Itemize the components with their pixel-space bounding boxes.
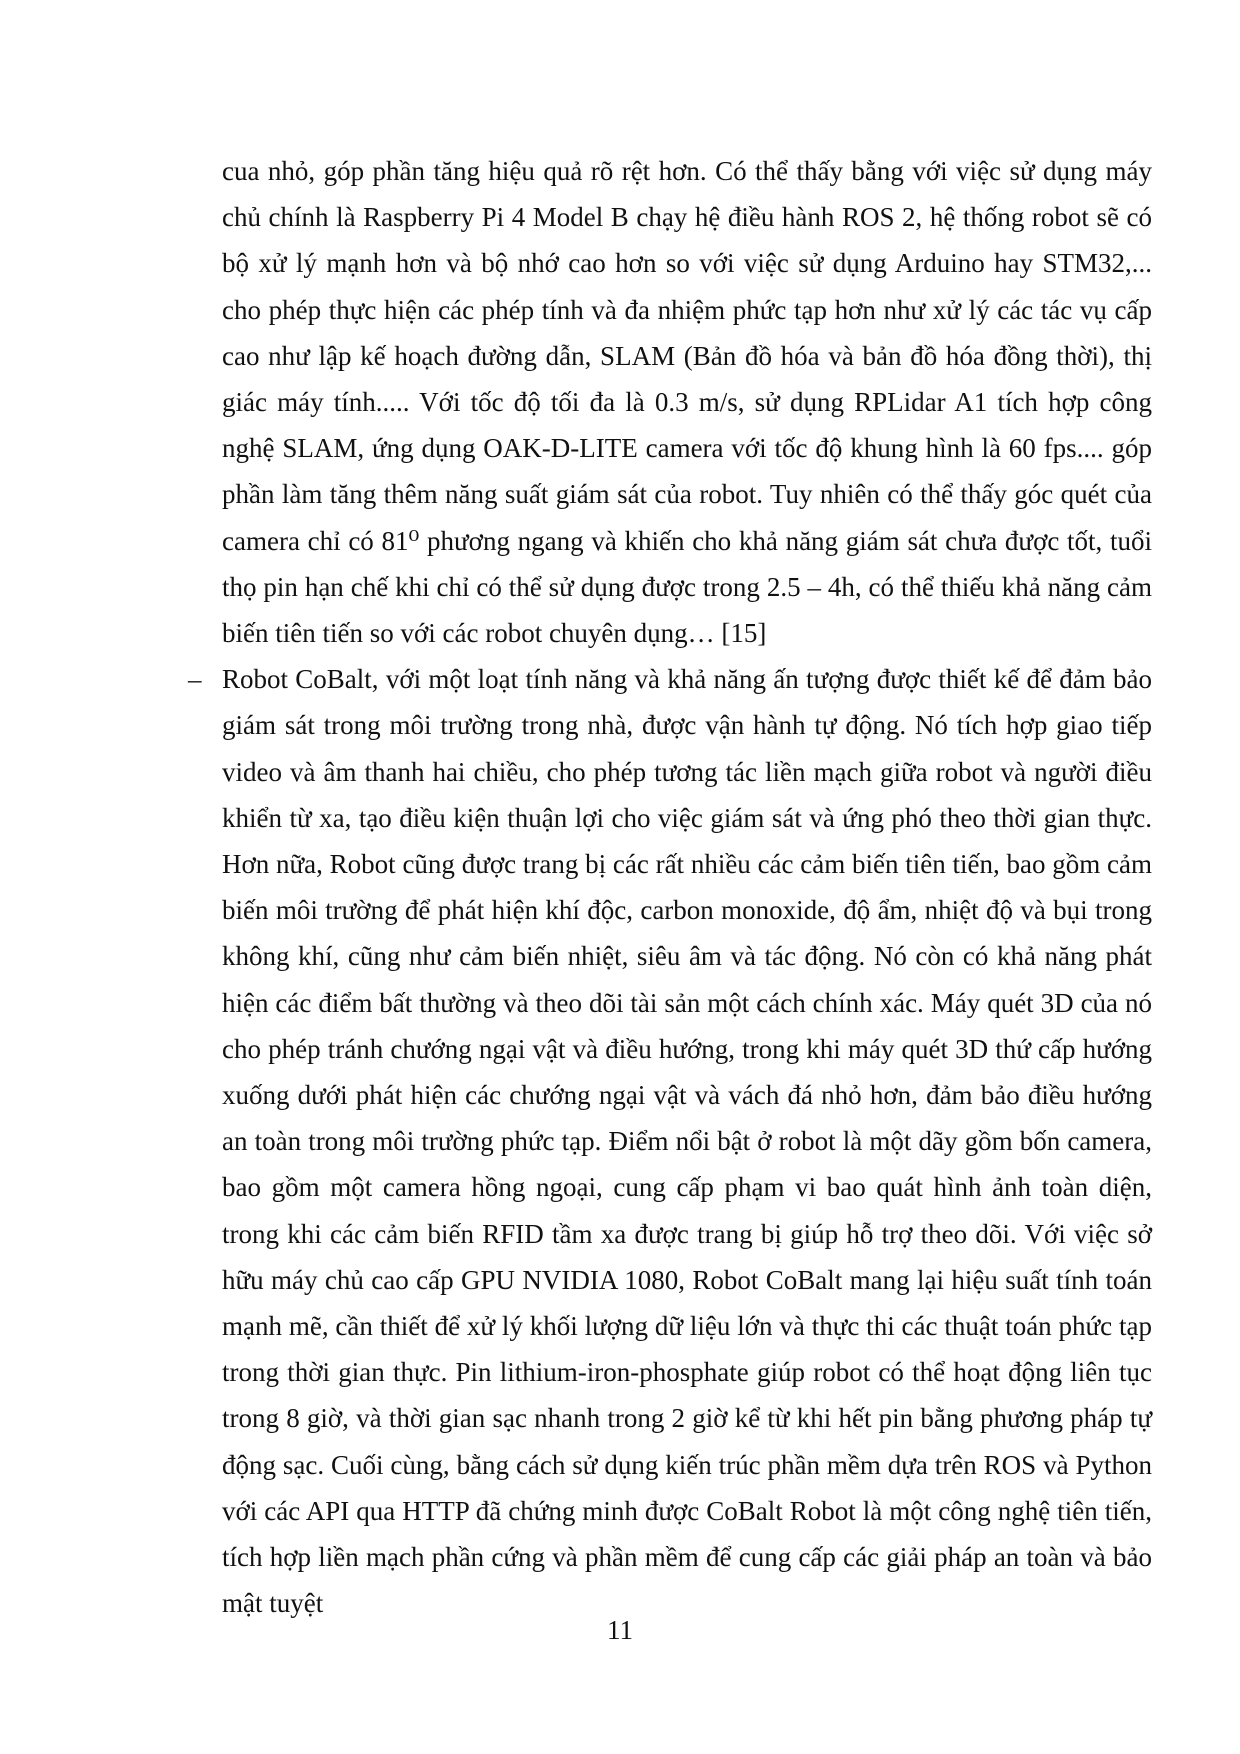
bullet-paragraph: Robot CoBalt, với một loạt tính năng và khả năng ấn tượng được thiết kế để đảm bảo giám sát trong môi trường trong nhà, được vận hành tự động. Nó tích hợp giao tiếp video và âm thanh hai chiều, cho phép tương tác liền mạch giữa robot và người điều khiển từ xa, tạo điều kiện thuận lợi cho việc giám sát và ứng phó theo thời gian thực. Hơn nữa, Robot cũng được trang bị các rất nhiều các cảm biến tiên tiến, bao gồm cảm biến môi trường để phát hiện khí độc, carbon monoxide, độ ẩm, nhiệt độ và bụi trong không khí, cũng như cảm biến nhiệt, siêu âm và tác động. Nó còn có khả năng phát hiện các điểm bất thường và theo dõi tài sản một cách chính xác. Máy quét 3D của nó cho phép tránh chướng ngại vật và điều hướng, trong khi máy quét 3D thứ cấp hướng xuống dưới phát hiện các chướng ngại vật và vách đá nhỏ hơn, đảm bảo điều hướng an toàn trong môi trường phức tạp. Điểm nổi bật ở robot là một dãy gồm bốn camera, bao gồm một camera hồng ngoại, cung cấp phạm vi bao quát hình ảnh toàn diện, trong khi các cảm biến RFID tầm xa được trang bị giúp hỗ trợ theo dõi. Với việc sở hữu máy chủ cao cấp GPU NVIDIA 1080, Robot CoBalt mang lại hiệu suất tính toán mạnh mẽ, cần thiết để xử lý khối lượng dữ liệu lớn và thực thi các thuật toán phức tạp trong thời gian thực. Pin lithium-iron-phosphate giúp robot có thể hoạt động liên tục trong 8 giờ, và thời gian sạc nhanh trong 2 giờ kể từ khi hết pin bằng phương pháp tự động sạc. Cuối cùng, bằng cách sử dụng kiến trúc phần mềm dựa trên ROS và Python với các API qua HTTP đã chứng minh được CoBalt Robot là một công nghệ tiên tiến, tích hợp liền mạch phần cứng và phần mềm để cung cấp các giải pháp an toàn và bảo mật tuyệt (222, 664, 1152, 1619)
page-number: 11 (607, 1615, 633, 1645)
bullet-marker: – (188, 664, 202, 695)
body-text (188, 148, 1152, 1627)
list-item (188, 656, 1152, 1626)
paragraph-continuation: cua nhỏ, góp phần tăng hiệu quả rõ rệt hơn. Có thể thấy bằng với việc sử dụng máy chủ chính là Raspberry Pi 4 Model B chạy hệ điều hành ROS 2, hệ thống robot sẽ có bộ xử lý mạnh hơn và bộ nhớ cao hơn so với việc sử dụng Arduino hay STM32,... cho phép thực hiện các phép tính và đa nhiệm phức tạp hơn như xử lý các tác vụ cấp cao như lập kế hoạch đường dẫn, SLAM (Bản đồ hóa và bản đồ hóa đồng thời), thị giác máy tính..... Với tốc độ tối đa là 0.3 m/s, sử dụng RPLidar A1 tích hợp công nghệ SLAM, ứng dụng OAK-D-LITE camera với tốc độ khung hình là 60 fps.... góp phần làm tăng thêm năng suất giám sát của robot. Tuy nhiên có thể thấy góc quét của camera chỉ có 81⁰ phương ngang và khiến cho khả năng giám sát chưa được tốt, tuổi thọ pin hạn chế khi chỉ có thể sử dụng được trong 2.5 – 4h, có thể thiếu khả năng cảm biến tiên tiến so với các robot chuyên dụng… [15] (222, 156, 1152, 649)
